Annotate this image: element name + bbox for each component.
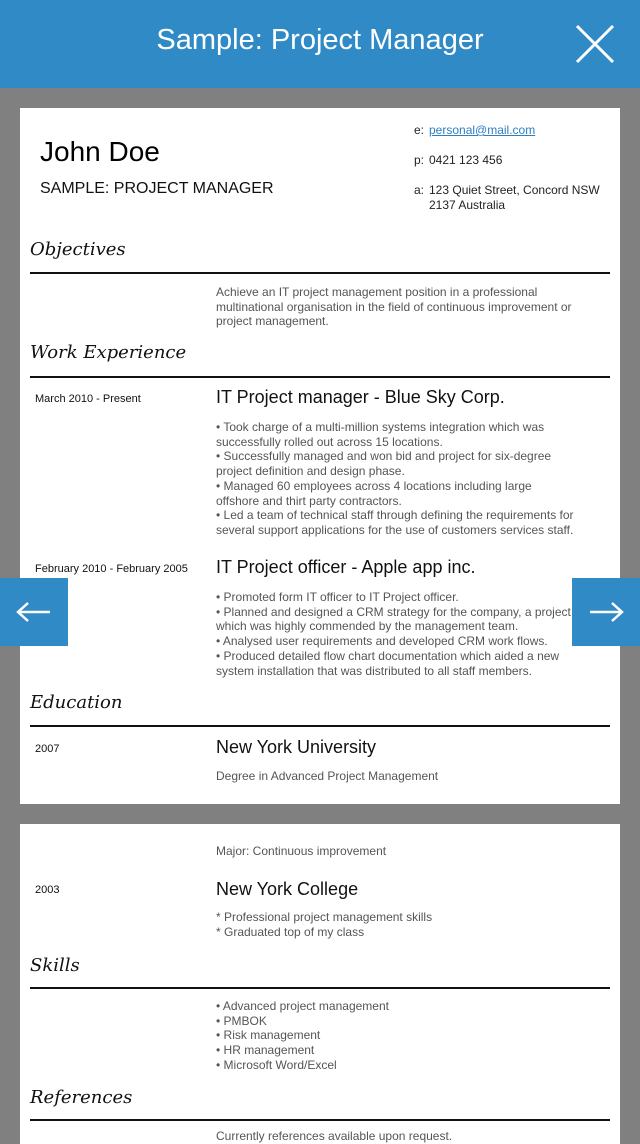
job-title: IT Project officer - Apple app inc.	[216, 557, 476, 577]
arrow-right-icon	[586, 600, 626, 624]
job-title: IT Project manager - Blue Sky Corp.	[216, 387, 505, 407]
resume-page-2	[20, 824, 620, 1144]
work-experience-heading: Work Experience	[30, 342, 187, 363]
resume-name: John Doe	[40, 136, 160, 167]
address-value: 123 Quiet Street, Concord NSW 2137 Australia	[429, 183, 600, 212]
email-label: e:	[414, 123, 425, 137]
arrow-left-icon	[14, 600, 54, 624]
school-name: New York University	[216, 737, 377, 757]
school-name: New York College	[216, 879, 359, 899]
next-page-button[interactable]	[572, 578, 640, 646]
education-divider	[30, 725, 610, 727]
top-bar	[0, 0, 640, 88]
objectives-heading: Objectives	[30, 239, 126, 260]
resume-role: SAMPLE: PROJECT MANAGER	[40, 180, 274, 197]
education-date: 2007	[35, 743, 60, 755]
previous-page-button[interactable]	[0, 578, 68, 646]
email-link[interactable]: personal@mail.com	[429, 123, 536, 137]
references-divider	[30, 1119, 610, 1121]
work-experience-divider	[30, 376, 610, 378]
job-details: • Took charge of a multi-million systems integration which was successfully rolled out across 15 locations. • Successfully managed and won bid and project for six-degree project definition and design phase. • Managed 60 employees across 4 locations including large offshore and thirt party contractors. • Led a team of technical staff through defining the requirements for several support applications for the use of customers services staff.	[216, 420, 574, 537]
resume-page-1	[20, 108, 620, 804]
skills-list: • Advanced project management • PMBOK • Risk management • HR management • Microsoft Word/Excel	[216, 999, 389, 1072]
address-label: a:	[414, 183, 425, 197]
references-text: Currently references available upon request.	[216, 1129, 453, 1143]
phone-value: 0421 123 456	[429, 153, 503, 167]
objectives-text: Achieve an IT project management position in a professional multinational organisation in the field of continuous improvement or project management.	[216, 285, 572, 329]
references-heading: References	[30, 1087, 133, 1108]
job-date: February 2010 - February 2005	[35, 563, 188, 575]
skills-heading: Skills	[30, 955, 80, 976]
job-details: • Promoted form IT officer to IT Project officer. • Planned and designed a CRM strategy for the company, a project which was highly commended by the management team. • Analysed user requirements and developed CRM work flows. • Produced detailed flow chart documentation which aided a new system installation that was distributed to all staff members.	[216, 590, 571, 678]
objectives-divider	[30, 272, 610, 274]
close-icon	[574, 23, 616, 65]
skills-divider	[30, 987, 610, 989]
job-date: March 2010 - Present	[35, 393, 141, 405]
education-details: * Professional project management skills * Graduated top of my class	[216, 910, 433, 939]
education-major: Major: Continuous improvement	[216, 844, 387, 858]
phone-label: p:	[414, 153, 425, 167]
page-title: Sample: Project Manager	[156, 24, 484, 56]
close-button[interactable]	[574, 23, 616, 65]
contact-block	[414, 123, 614, 213]
education-heading: Education	[30, 692, 123, 713]
education-details: Degree in Advanced Project Management	[216, 769, 439, 783]
education-date: 2003	[35, 884, 60, 896]
